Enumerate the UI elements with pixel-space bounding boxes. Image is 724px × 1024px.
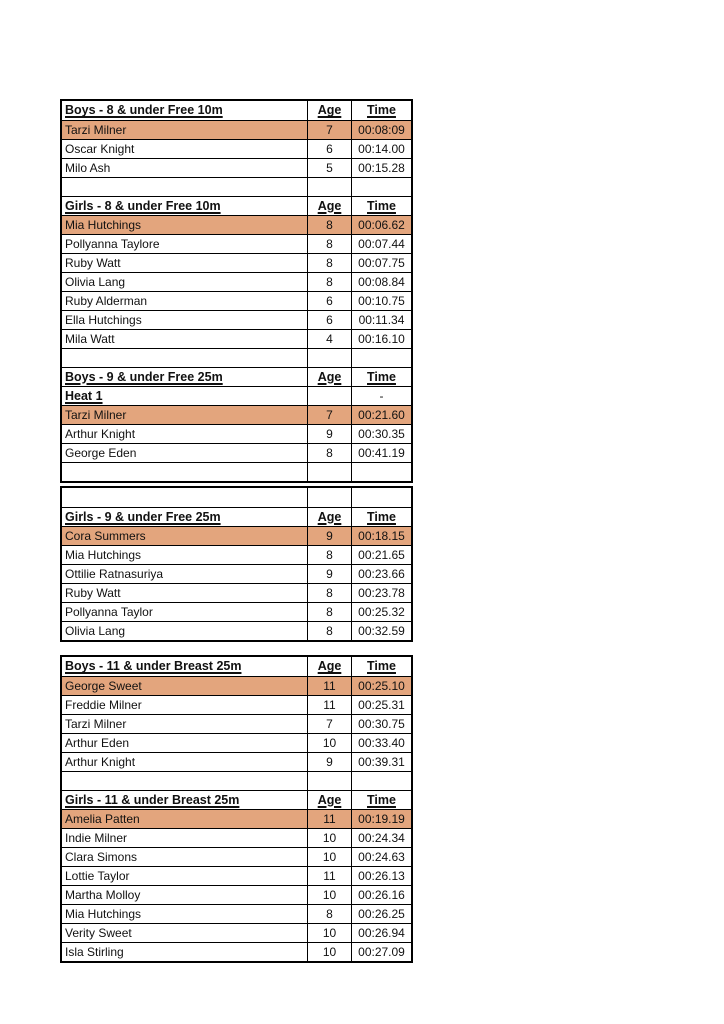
age-cell (307, 101, 351, 120)
age-cell (307, 622, 351, 640)
section-header-row (62, 657, 411, 676)
age-text: 8 (326, 624, 333, 638)
time-text: 00:15.28 (358, 161, 405, 175)
swimmer-name-cell (62, 943, 307, 961)
swimmer-name-cell (62, 178, 307, 196)
section-header-row (62, 196, 411, 215)
name-text: Girls - 9 & under Free 25m (65, 509, 221, 524)
table-row (62, 291, 411, 310)
empty-row (62, 348, 411, 367)
time-cell (351, 715, 411, 733)
swimmer-name-cell (62, 444, 307, 462)
name-text: Ella Hutchings (65, 313, 142, 327)
time-cell (351, 508, 411, 526)
swimmer-name-cell (62, 584, 307, 602)
time-cell (351, 791, 411, 809)
age-text: 6 (326, 142, 333, 156)
results-table (60, 99, 413, 483)
table-row (62, 545, 411, 564)
name-text: Mia Hutchings (65, 218, 142, 232)
age-cell (307, 886, 351, 904)
time-text: 00:08:09 (358, 123, 405, 137)
name-text: Indie Milner (65, 831, 128, 845)
heat-subheader-row (62, 386, 411, 405)
table-row (62, 885, 411, 904)
age-text: 11 (323, 679, 336, 693)
age-cell (307, 677, 351, 695)
age-text: 10 (322, 831, 337, 845)
name-text: Tarzi Milner (65, 408, 127, 422)
time-text: 00:39.31 (358, 755, 405, 769)
time-cell (351, 159, 411, 177)
age-cell (307, 527, 351, 545)
table-row (62, 847, 411, 866)
time-cell (351, 406, 411, 424)
table-row (62, 158, 411, 177)
time-text: 00:24.34 (358, 831, 405, 845)
age-text: 9 (326, 529, 333, 543)
time-cell (351, 444, 411, 462)
table-row (62, 120, 411, 139)
age-cell (307, 734, 351, 752)
age-cell (307, 657, 351, 676)
swimmer-name-cell (62, 622, 307, 640)
time-text: 00:08.84 (358, 275, 405, 289)
age-cell (307, 140, 351, 158)
time-cell (351, 905, 411, 923)
time-text: 00:21.65 (358, 548, 405, 562)
empty-row (62, 462, 411, 481)
table-row (62, 329, 411, 348)
name-text: Ruby Alderman (65, 294, 148, 308)
table-row (62, 942, 411, 961)
time-cell (351, 584, 411, 602)
name-text: Ruby Watt (65, 256, 121, 270)
swimmer-name-cell (62, 406, 307, 424)
time-cell (351, 886, 411, 904)
age-cell (307, 905, 351, 923)
age-text: 8 (326, 256, 333, 270)
table-row (62, 526, 411, 545)
age-cell (307, 791, 351, 809)
table-row (62, 564, 411, 583)
time-text: 00:07.75 (358, 256, 405, 270)
swimmer-name-cell (62, 677, 307, 695)
age-text: 10 (322, 945, 337, 959)
time-text: 00:21.60 (358, 408, 405, 422)
swimmer-name-cell (62, 696, 307, 714)
time-text: Time (367, 103, 396, 118)
name-text: Tarzi Milner (65, 717, 127, 731)
age-cell (307, 603, 351, 621)
time-text: Time (367, 369, 396, 384)
age-text: 8 (326, 605, 333, 619)
name-text: Milo Ash (65, 161, 111, 175)
time-cell (351, 924, 411, 942)
table-row (62, 733, 411, 752)
empty-row (62, 488, 411, 507)
table-row (62, 602, 411, 621)
table-row (62, 310, 411, 329)
age-text: 10 (322, 926, 337, 940)
age-text: 8 (326, 237, 333, 251)
name-text: Oscar Knight (65, 142, 135, 156)
time-cell (351, 235, 411, 253)
table-row (62, 676, 411, 695)
swimmer-name-cell (62, 463, 307, 481)
age-text: 6 (326, 313, 333, 327)
age-text: 7 (326, 717, 333, 731)
name-text: Girls - 8 & under Free 10m (65, 198, 221, 213)
swimmer-name-cell (62, 387, 307, 405)
time-text: Time (367, 509, 396, 524)
age-cell (307, 753, 351, 771)
age-cell (307, 159, 351, 177)
swimmer-name-cell (62, 565, 307, 583)
table-row (62, 714, 411, 733)
time-text: 00:23.78 (358, 586, 405, 600)
age-cell (307, 565, 351, 583)
swimmer-name-cell (62, 508, 307, 526)
age-cell (307, 696, 351, 714)
name-text: Girls - 11 & under Breast 25m (65, 792, 240, 807)
time-cell (351, 216, 411, 234)
age-cell (307, 387, 351, 405)
time-cell (351, 603, 411, 621)
swimmer-name-cell (62, 734, 307, 752)
swimmer-name-cell (62, 791, 307, 809)
time-cell (351, 178, 411, 196)
age-cell (307, 867, 351, 885)
name-text: Clara Simons (65, 850, 138, 864)
time-text: 00:30.35 (358, 427, 405, 441)
age-cell (307, 810, 351, 828)
age-cell (307, 488, 351, 507)
time-text: 00:23.66 (358, 567, 405, 581)
age-text: Age (317, 659, 342, 674)
name-text: Heat 1 (65, 388, 103, 403)
age-cell (307, 197, 351, 215)
age-text: 5 (326, 161, 333, 175)
swimmer-name-cell (62, 527, 307, 545)
age-text: 10 (322, 888, 337, 902)
time-cell (351, 753, 411, 771)
age-text: 9 (326, 567, 333, 581)
section-header-row (62, 101, 411, 120)
time-cell (351, 292, 411, 310)
age-text: 8 (326, 218, 333, 232)
age-text: 10 (322, 850, 337, 864)
age-cell (307, 406, 351, 424)
age-text: 7 (326, 408, 333, 422)
age-cell (307, 829, 351, 847)
time-cell (351, 527, 411, 545)
time-text: 00:25.31 (358, 698, 405, 712)
age-cell (307, 330, 351, 348)
table-row (62, 752, 411, 771)
age-text: 6 (326, 294, 333, 308)
age-text: Age (317, 369, 342, 384)
name-text: Pollyanna Taylore (65, 237, 160, 251)
swimmer-name-cell (62, 330, 307, 348)
age-cell (307, 235, 351, 253)
time-cell (351, 425, 411, 443)
time-text: 00:26.25 (358, 907, 405, 921)
age-cell (307, 254, 351, 272)
name-text: Amelia Patten (65, 812, 140, 826)
table-row (62, 621, 411, 640)
age-text: 7 (326, 123, 333, 137)
time-text: 00:14.00 (358, 142, 405, 156)
time-text: 00:27.09 (358, 945, 405, 959)
swimmer-name-cell (62, 810, 307, 828)
time-cell (351, 677, 411, 695)
age-cell (307, 924, 351, 942)
time-cell (351, 657, 411, 676)
swimmer-name-cell (62, 488, 307, 507)
name-text: Martha Molloy (65, 888, 141, 902)
time-cell (351, 197, 411, 215)
table-row (62, 904, 411, 923)
time-text: 00:25.32 (358, 605, 405, 619)
name-text: Freddie Milner (65, 698, 142, 712)
age-text: 8 (326, 907, 333, 921)
table-row (62, 583, 411, 602)
time-text: 00:26.94 (358, 926, 405, 940)
time-cell (351, 867, 411, 885)
time-text: 00:18.15 (358, 529, 405, 543)
swimmer-name-cell (62, 657, 307, 676)
time-text: 00:32.59 (358, 624, 405, 638)
name-text: Tarzi Milner (65, 123, 127, 137)
name-text: Cora Summers (65, 529, 146, 543)
time-cell (351, 810, 411, 828)
swimmer-name-cell (62, 140, 307, 158)
time-text: 00:10.75 (358, 294, 405, 308)
name-text: Boys - 8 & under Free 10m (65, 103, 223, 118)
swimmer-name-cell (62, 425, 307, 443)
swimmer-name-cell (62, 273, 307, 291)
time-cell (351, 387, 411, 405)
name-text: Verity Sweet (65, 926, 132, 940)
time-text: 00:30.75 (358, 717, 405, 731)
swimmer-name-cell (62, 924, 307, 942)
swimmer-name-cell (62, 159, 307, 177)
age-cell (307, 463, 351, 481)
table-row (62, 139, 411, 158)
time-text: 00:33.40 (358, 736, 405, 750)
name-text: Arthur Knight (65, 427, 136, 441)
swimmer-name-cell (62, 101, 307, 120)
time-text: 00:07.44 (358, 237, 405, 251)
time-text: Time (367, 792, 396, 807)
swimmer-name-cell (62, 121, 307, 139)
swimmer-name-cell (62, 753, 307, 771)
time-cell (351, 368, 411, 386)
table-row (62, 443, 411, 462)
age-text: 8 (326, 446, 333, 460)
time-text: Time (367, 659, 396, 674)
name-text: Olivia Lang (65, 275, 126, 289)
swimmer-name-cell (62, 905, 307, 923)
table-row (62, 828, 411, 847)
name-text: Mila Watt (65, 332, 115, 346)
table-row (62, 424, 411, 443)
time-text: 00:19.19 (358, 812, 405, 826)
table-row (62, 923, 411, 942)
age-text: 9 (326, 427, 333, 441)
time-cell (351, 311, 411, 329)
swimmer-name-cell (62, 886, 307, 904)
name-text: Ruby Watt (65, 586, 121, 600)
results-table (60, 655, 413, 963)
time-cell (351, 943, 411, 961)
empty-row (62, 177, 411, 196)
swimmer-name-cell (62, 349, 307, 367)
age-cell (307, 848, 351, 866)
time-text: Time (367, 198, 396, 213)
name-text: Pollyanna Taylor (65, 605, 153, 619)
time-text: 00:24.63 (358, 850, 405, 864)
time-cell (351, 273, 411, 291)
time-text: - (379, 389, 384, 403)
swimmer-name-cell (62, 235, 307, 253)
age-cell (307, 444, 351, 462)
age-cell (307, 772, 351, 790)
age-text: 8 (326, 586, 333, 600)
age-text: Age (317, 792, 342, 807)
time-cell (351, 772, 411, 790)
time-cell (351, 734, 411, 752)
time-text: 00:06.62 (358, 218, 405, 232)
swimmer-name-cell (62, 254, 307, 272)
swimmer-name-cell (62, 368, 307, 386)
age-text: 8 (326, 275, 333, 289)
name-text: Boys - 11 & under Breast 25m (65, 659, 242, 674)
swimmer-name-cell (62, 197, 307, 215)
swimmer-name-cell (62, 867, 307, 885)
age-cell (307, 121, 351, 139)
time-cell (351, 101, 411, 120)
age-cell (307, 273, 351, 291)
name-text: Boys - 9 & under Free 25m (65, 369, 223, 384)
age-cell (307, 508, 351, 526)
time-cell (351, 254, 411, 272)
time-cell (351, 463, 411, 481)
time-cell (351, 622, 411, 640)
table-row (62, 253, 411, 272)
age-cell (307, 292, 351, 310)
age-cell (307, 216, 351, 234)
name-text: George Sweet (65, 679, 142, 693)
age-cell (307, 425, 351, 443)
time-cell (351, 349, 411, 367)
time-cell (351, 829, 411, 847)
age-text: Age (317, 198, 342, 213)
empty-row (62, 771, 411, 790)
age-text: 4 (326, 332, 333, 346)
time-cell (351, 565, 411, 583)
age-text: 11 (323, 812, 336, 826)
swimmer-name-cell (62, 216, 307, 234)
table-row (62, 695, 411, 714)
time-text: 00:25.10 (358, 679, 405, 693)
age-text: Age (317, 103, 342, 118)
age-cell (307, 943, 351, 961)
age-cell (307, 178, 351, 196)
name-text: Lottie Taylor (65, 869, 130, 883)
name-text: Arthur Eden (65, 736, 130, 750)
age-cell (307, 349, 351, 367)
name-text: Olivia Lang (65, 624, 126, 638)
table-row (62, 215, 411, 234)
results-table (60, 486, 413, 642)
time-cell (351, 848, 411, 866)
swimmer-name-cell (62, 772, 307, 790)
name-text: Ottilie Ratnasuriya (65, 567, 164, 581)
table-row (62, 866, 411, 885)
name-text: Isla Stirling (65, 945, 124, 959)
age-text: 9 (326, 755, 333, 769)
swimmer-name-cell (62, 848, 307, 866)
time-cell (351, 696, 411, 714)
time-text: 00:41.19 (358, 446, 405, 460)
age-text: 11 (323, 698, 336, 712)
time-cell (351, 546, 411, 564)
time-cell (351, 330, 411, 348)
name-text: George Eden (65, 446, 137, 460)
name-text: Mia Hutchings (65, 907, 142, 921)
table-row (62, 809, 411, 828)
age-text: 11 (323, 869, 336, 883)
age-cell (307, 311, 351, 329)
time-cell (351, 121, 411, 139)
age-cell (307, 368, 351, 386)
swimmer-name-cell (62, 829, 307, 847)
name-text: Mia Hutchings (65, 548, 142, 562)
age-text: 10 (322, 736, 337, 750)
time-text: 00:11.34 (358, 313, 405, 327)
table-row (62, 234, 411, 253)
section-header-row (62, 507, 411, 526)
section-header-row (62, 367, 411, 386)
time-cell (351, 488, 411, 507)
age-cell (307, 715, 351, 733)
swimmer-name-cell (62, 311, 307, 329)
age-text: Age (317, 509, 342, 524)
time-text: 00:26.16 (358, 888, 405, 902)
swimmer-name-cell (62, 292, 307, 310)
time-text: 00:16.10 (358, 332, 405, 346)
age-cell (307, 584, 351, 602)
name-text: Arthur Knight (65, 755, 136, 769)
age-text: 8 (326, 548, 333, 562)
time-text: 00:26.13 (358, 869, 405, 883)
section-header-row (62, 790, 411, 809)
swimmer-name-cell (62, 603, 307, 621)
table-row (62, 405, 411, 424)
table-row (62, 272, 411, 291)
swimmer-name-cell (62, 546, 307, 564)
age-cell (307, 546, 351, 564)
time-cell (351, 140, 411, 158)
swimmer-name-cell (62, 715, 307, 733)
